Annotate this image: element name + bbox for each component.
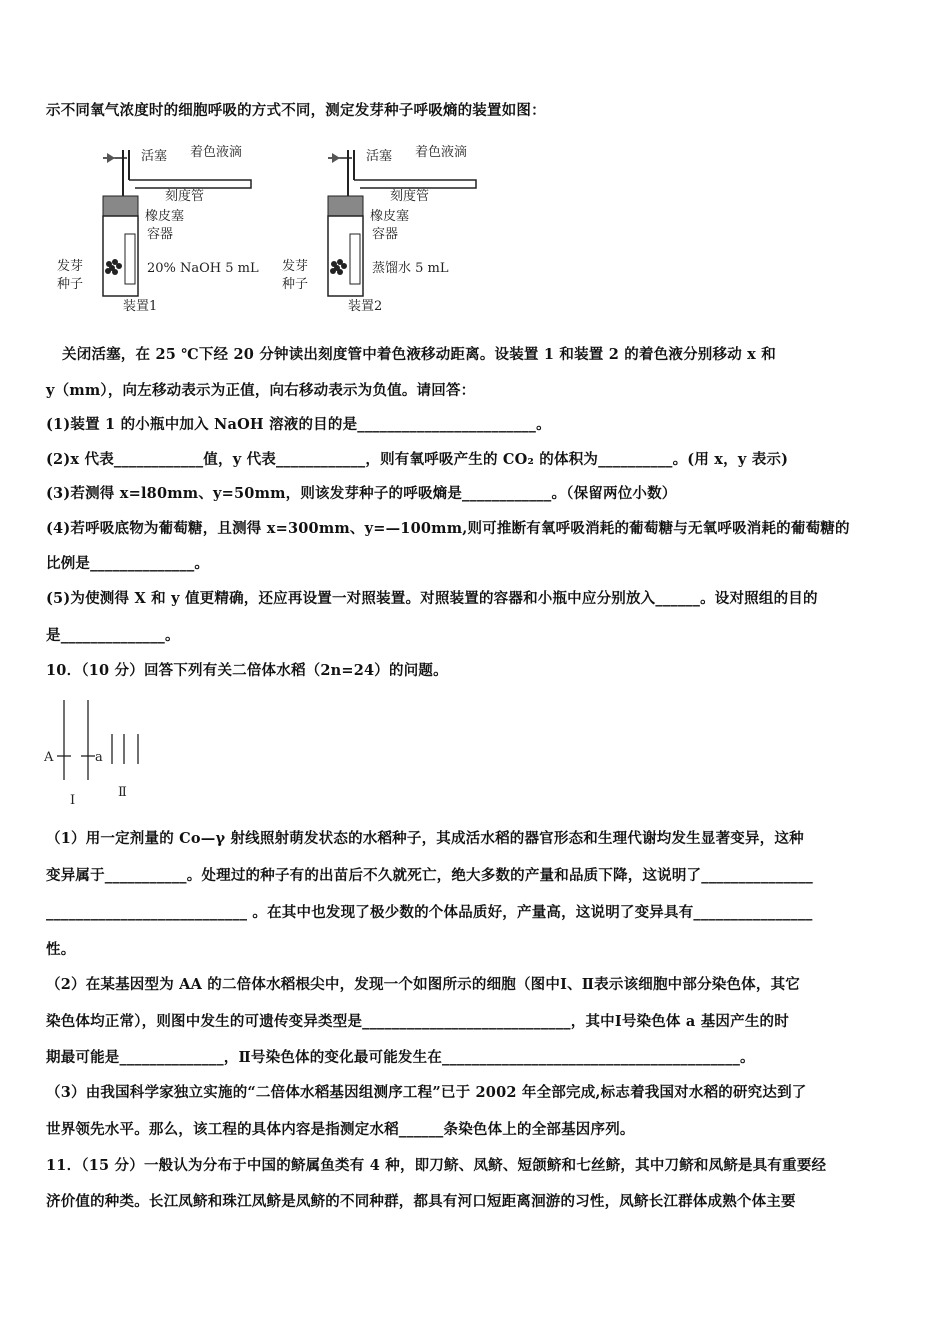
chromosome-figure [40, 698, 160, 810]
q10-part1-line1: （1）用一定剂量的 Co—γ 射线照射萌发状态的水稻种子，其成活水稻的器官形态和生理代谢均发生显著变异，这种 [46, 830, 804, 847]
q9-subquestion-1: (1)装置 1 的小瓶中加入 NaOH 溶液的目的是________________________。 [46, 416, 551, 433]
device1-seeds-label: 发芽 [57, 259, 84, 274]
q9-subquestion-4a: (4)若呼吸底物为葡萄糖，且测得 x=300mm、y=—100mm,则可推断有氧呼吸消耗的葡萄糖与无氧呼吸消耗的葡萄糖的 [46, 520, 850, 537]
device1-liquid-label: 20% NaOH 5 mL [147, 261, 259, 276]
q9-paragraph-1: 关闭活塞，在 25 ℃下经 20 分钟读出刻度管中着色液移动距离。设装置 1 和装置 2 的着色液分别移动 x 和 [62, 346, 776, 363]
device2-caption: 装置2 [348, 299, 383, 314]
intro-line: 示不同氧气浓度时的细胞呼吸的方式不同，测定发芽种子呼吸熵的装置如图： [46, 102, 546, 119]
q10-part2-line2: 染色体均正常），则图中发生的可遗传变异类型是____________________________，其中Ⅰ号染色体 a 基因产生的时 [46, 1013, 789, 1030]
device1-stopper-label: 橡皮塞 [145, 209, 185, 224]
device1-valve-label: 活塞 [141, 149, 168, 164]
q9-subquestion-4b: 比例是______________。 [46, 555, 210, 572]
device2-container-label: 容器 [372, 227, 399, 242]
q10-part3-line1: （3）由我国科学家独立实施的“二倍体水稻基因组测序工程”已于 2002 年全部完成,标志着我国对水稻的研究达到了 [46, 1084, 807, 1101]
q9-paragraph-2: y（mm），向左移动表示为正值，向右移动表示为负值。请回答： [46, 382, 476, 399]
chromosome-II-label: Ⅱ [118, 785, 127, 800]
q9-subquestion-3: (3)若测得 x=l80mm、y=50mm，则该发芽种子的呼吸熵是____________。（保留两位小数） [46, 485, 677, 502]
device1-container-label: 容器 [147, 227, 174, 242]
q11-line1: 11．（15 分）一般认为分布于中国的鲚属鱼类有 4 种，即刀鲚、凤鲚、短颌鲚和七丝鲚，其中刀鲚和凤鲚是具有重要经 [46, 1157, 827, 1174]
q10-part1-line2: 变异属于___________。处理过的种子有的出苗后不久就死亡，绝大多数的产量和品质下降，这说明了_______________ [46, 867, 813, 884]
q10-part1-line4: 性。 [46, 941, 76, 958]
device2-tube-label: 刻度管 [390, 189, 430, 204]
device1-seeds2-label: 种子 [57, 277, 84, 292]
q9-subquestion-2: (2)x 代表____________值，y 代表____________，则有氧呼吸产生的 CO₂ 的体积为__________。(用 x，y 表示) [46, 451, 789, 468]
device2-liquid-label: 蒸馏水 5 mL [372, 261, 449, 276]
device2-seeds2-label: 种子 [282, 277, 309, 292]
q10-part3-line2: 世界领先水平。那么，该工程的具体内容是指测定水稻______条染色体上的全部基因序列。 [46, 1121, 635, 1138]
q10-part2-line1: （2）在某基因型为 AA 的二倍体水稻根尖中，发现一个如图所示的细胞（图中Ⅰ、Ⅱ表示该细胞中部分染色体，其它 [46, 976, 800, 993]
chromosome-I-label: Ⅰ [70, 793, 76, 808]
q10-part1-line3: ___________________________ 。在其中也发现了极少数的个体品质好，产量高，这说明了变异具有________________ [46, 904, 813, 921]
gene-a-label: a [95, 750, 103, 765]
device2-valve-label: 活塞 [366, 149, 393, 164]
device-2 [282, 144, 476, 314]
q10-header: 10．（10 分）回答下列有关二倍体水稻（2n=24）的问题。 [46, 662, 448, 679]
q9-subquestion-5a: (5)为使测得 X 和 y 值更精确，还应再设置一对照装置。对照装置的容器和小瓶中应分别放入______。设对照组的目的 [46, 590, 818, 607]
device1-drop-label: 着色液滴 [190, 145, 243, 160]
gene-A-label: A [44, 750, 54, 765]
device2-stopper-label: 橡皮塞 [370, 209, 410, 224]
device-1 [57, 144, 259, 314]
q9-subquestion-5b: 是______________。 [46, 627, 180, 644]
device2-drop-label: 着色液滴 [415, 145, 468, 160]
device1-tube-label: 刻度管 [165, 189, 205, 204]
respirometer-figure [55, 138, 495, 320]
device2-seeds-label: 发芽 [282, 259, 309, 274]
q11-line2: 济价值的种类。长江凤鲚和珠江凤鲚是凤鲚的不同种群，都具有河口短距离洄游的习性，凤鲚长江群体成熟个体主要 [46, 1193, 796, 1210]
device1-caption: 装置1 [123, 299, 158, 314]
q10-part2-line3: 期最可能是______________，Ⅱ号染色体的变化最可能发生在________________________________________。 [46, 1049, 755, 1066]
